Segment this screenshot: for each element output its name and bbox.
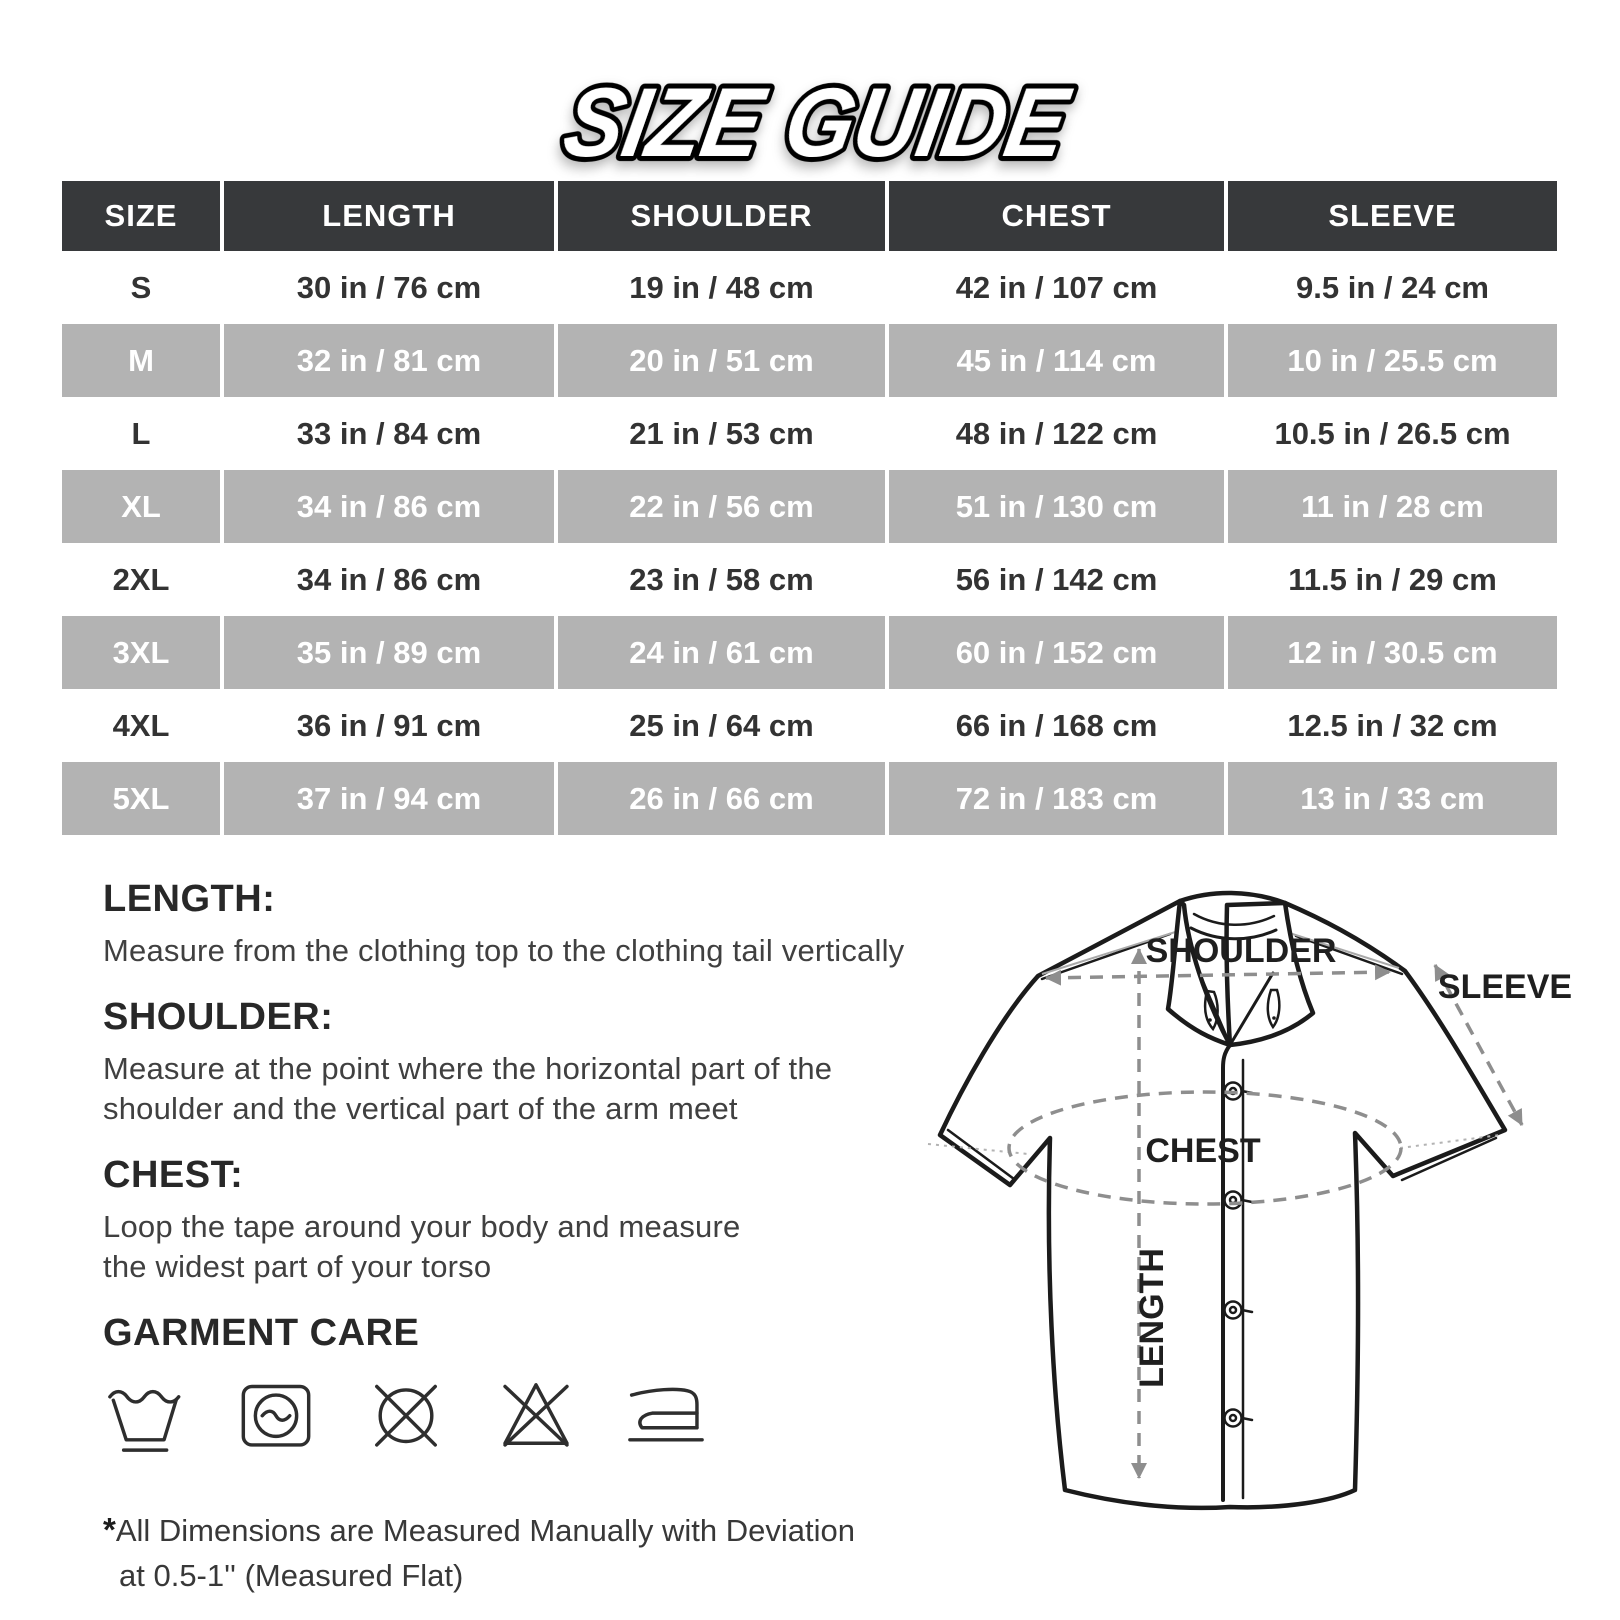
length-cell: 32 in / 81 cm <box>220 324 554 397</box>
chest-cell: 51 in / 130 cm <box>885 470 1224 543</box>
table-row <box>62 251 1557 324</box>
chest-description-line1: Loop the tape around your body and measure <box>103 1209 741 1244</box>
length-cell: 34 in / 86 cm <box>220 543 554 616</box>
column-header-shoulder: SHOULDER <box>554 181 885 251</box>
table-row <box>62 324 1557 397</box>
footnote-asterisk: * <box>103 1511 116 1548</box>
shoulder-cell: 21 in / 53 cm <box>554 397 885 470</box>
column-header-sleeve: SLEEVE <box>1224 181 1557 251</box>
page-title-graphic <box>0 28 1620 198</box>
chest-cell: 56 in / 142 cm <box>885 543 1224 616</box>
sleeve-cell: 12 in / 30.5 cm <box>1224 616 1557 689</box>
chest-cell: 72 in / 183 cm <box>885 762 1224 835</box>
size-cell: XL <box>121 488 161 524</box>
footnote-line1: All Dimensions are Measured Manually with Deviation <box>115 1513 855 1548</box>
iron-icon <box>623 1373 709 1455</box>
chest-cell: 48 in / 122 cm <box>885 397 1224 470</box>
shoulder-description-line2: shoulder and the vertical part of the arm meet <box>103 1091 738 1126</box>
sleeve-cell: 10.5 in / 26.5 cm <box>1224 397 1557 470</box>
size-cell: L <box>131 415 151 451</box>
shoulder-cell: 20 in / 51 cm <box>554 324 885 397</box>
size-cell: 3XL <box>112 634 170 670</box>
sleeve-cell: 10 in / 25.5 cm <box>1224 324 1557 397</box>
garment-care-section <box>103 1312 1023 1455</box>
sleeve-cell: 13 in / 33 cm <box>1224 762 1557 835</box>
sleeve-cell: 11 in / 28 cm <box>1224 470 1557 543</box>
shoulder-cell: 22 in / 56 cm <box>554 470 885 543</box>
chest-section <box>103 1154 1023 1287</box>
table-row <box>62 397 1557 470</box>
care-icons-row <box>103 1371 1023 1455</box>
footnote-line2: at 0.5-1'' (Measured Flat) <box>119 1558 464 1593</box>
column-header-length: LENGTH <box>220 181 554 251</box>
length-description: Measure from the clothing top to the clothing tail vertically <box>103 933 905 968</box>
shirt-diagram <box>900 848 1580 1528</box>
chest-cell: 66 in / 168 cm <box>885 689 1224 762</box>
collar-stitch-dot-left <box>1208 1018 1212 1022</box>
do-not-dry-clean-icon <box>363 1373 449 1455</box>
shoulder-cell: 24 in / 61 cm <box>554 616 885 689</box>
length-cell: 30 in / 76 cm <box>220 251 554 324</box>
column-header-chest: CHEST <box>885 181 1224 251</box>
shoulder-section <box>103 996 1023 1129</box>
length-diagram-label: LENGTH <box>1133 1248 1171 1388</box>
chest-cell: 42 in / 107 cm <box>885 251 1224 324</box>
chest-heading: CHEST: <box>103 1154 244 1196</box>
table-row <box>62 543 1557 616</box>
size-cell: M <box>128 342 154 378</box>
column-header-size: SIZE <box>62 181 220 251</box>
length-heading: LENGTH: <box>103 878 276 920</box>
shoulder-cell: 23 in / 58 cm <box>554 543 885 616</box>
shoulder-description-line1: Measure at the point where the horizontal part of the <box>103 1051 833 1086</box>
size-table <box>62 181 1557 835</box>
sleeve-diagram-label: SLEEVE <box>1437 968 1573 1006</box>
length-cell: 33 in / 84 cm <box>220 397 554 470</box>
sleeve-cell: 11.5 in / 29 cm <box>1224 543 1557 616</box>
sleeve-cell: 9.5 in / 24 cm <box>1224 251 1557 324</box>
table-row <box>62 470 1557 543</box>
garment-care-heading: GARMENT CARE <box>103 1312 420 1354</box>
gentle-machine-wash-icon <box>233 1373 319 1455</box>
size-cell: 4XL <box>112 707 170 743</box>
table-row <box>62 762 1557 835</box>
shoulder-cell: 19 in / 48 cm <box>554 251 885 324</box>
size-cell: 5XL <box>112 780 170 816</box>
length-section <box>103 878 1023 971</box>
chest-cell: 45 in / 114 cm <box>885 324 1224 397</box>
table-row <box>62 689 1557 762</box>
chest-description-line2: the widest part of your torso <box>103 1249 492 1284</box>
do-not-bleach-icon <box>493 1373 579 1455</box>
wash-icon <box>103 1373 189 1455</box>
shoulder-diagram-label: SHOULDER <box>1145 932 1337 970</box>
size-cell: S <box>130 269 152 305</box>
size-cell: 2XL <box>112 561 170 597</box>
chest-cell: 60 in / 152 cm <box>885 616 1224 689</box>
measurement-instructions <box>103 878 1023 1598</box>
shoulder-cell: 25 in / 64 cm <box>554 689 885 762</box>
footnote <box>103 1507 1023 1598</box>
chest-diagram-label: CHEST <box>1145 1132 1261 1170</box>
shoulder-cell: 26 in / 66 cm <box>554 762 885 835</box>
length-cell: 34 in / 86 cm <box>220 470 554 543</box>
collar-stitch-dot-right <box>1272 1016 1276 1020</box>
header-row <box>62 181 1557 251</box>
page-title: SIZE GUIDE <box>556 67 1076 177</box>
length-cell: 37 in / 94 cm <box>220 762 554 835</box>
length-cell: 36 in / 91 cm <box>220 689 554 762</box>
sleeve-cell: 12.5 in / 32 cm <box>1224 689 1557 762</box>
table-row <box>62 616 1557 689</box>
length-cell: 35 in / 89 cm <box>220 616 554 689</box>
shoulder-heading: SHOULDER: <box>103 996 334 1038</box>
